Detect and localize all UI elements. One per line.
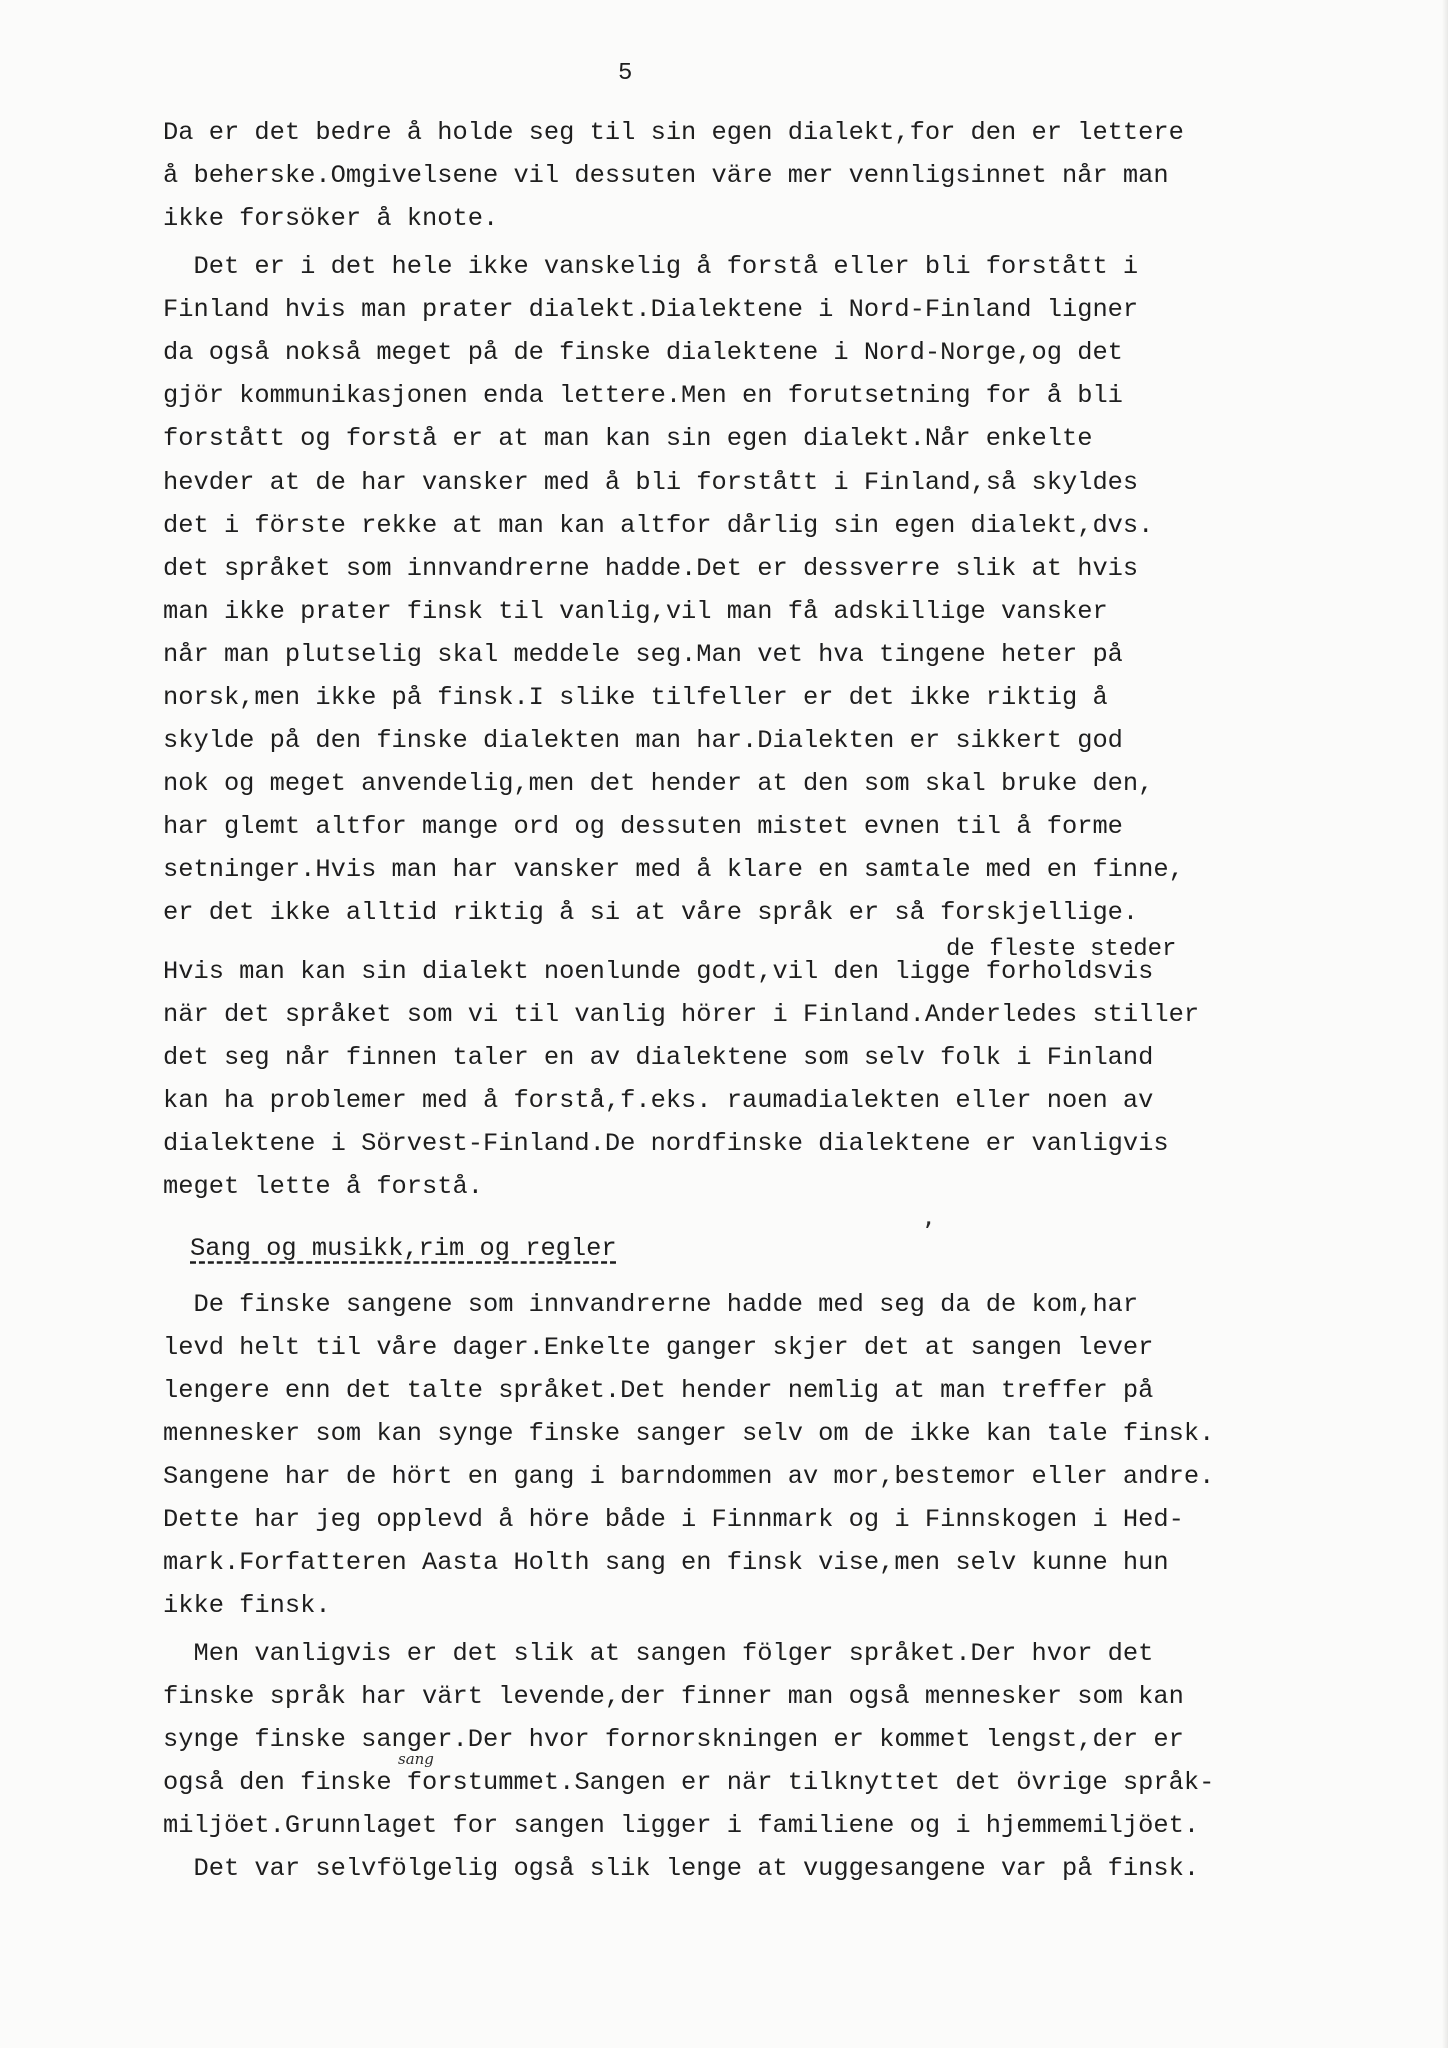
text-line: hevder at de har vansker med å bli forstått i Finland,så skyldes	[163, 468, 1139, 497]
text-line: skylde på den finske dialekten man har.Dialekten er sikkert god	[163, 726, 1123, 755]
text-line: Da er det bedre å holde seg til sin egen dialekt,for den er lettere	[163, 118, 1184, 147]
text-line: Dette har jeg opplevd å höre både i Finnmark og i Finnskogen i Hed-	[163, 1505, 1184, 1534]
text-line: det i förste rekke at man kan altfor dårlig sin egen dialekt,dvs.	[163, 511, 1154, 540]
text-line: dialektene i Sörvest-Finland.De nordfinske dialektene er vanligvis	[163, 1129, 1169, 1158]
text-line: mark.Forfatteren Aasta Holth sang en finsk vise,men selv kunne hun	[163, 1548, 1169, 1577]
stray-pen-mark: ,	[924, 1199, 933, 1232]
text-line: å beherske.Omgivelsene vil dessuten väre mer vennligsinnet når man	[163, 161, 1169, 190]
text-line: mennesker som kan synge finske sanger selv om de ikke kan tale finsk.	[163, 1419, 1215, 1448]
text-line: er det ikke alltid riktig å si at våre språk er så forskjellige.	[163, 898, 1139, 927]
text-line: Men vanligvis er det slik at sangen fölger språket.Der hvor det	[163, 1639, 1154, 1668]
text-line: gjör kommunikasjonen enda lettere.Men en forutsetning for å bli	[163, 381, 1123, 410]
text-line: Det er i det hele ikke vanskelig å forstå eller bli forstått i	[163, 252, 1139, 281]
text-line: synge finske sanger.Der hvor fornorskningen er kommet lengst,der er	[163, 1725, 1184, 1754]
text-line: kan ha problemer med å forstå,f.eks. raumadialekten eller noen av	[163, 1086, 1154, 1115]
text-line: Sangene har de hört en gang i barndommen av mor,bestemor eller andre.	[163, 1462, 1215, 1491]
handwritten-insertion: sang	[398, 1750, 434, 1768]
text-line: da også nokså meget på de finske dialektene i Nord-Norge,og det	[163, 338, 1123, 367]
scan-edge-shadow	[1442, 0, 1448, 2048]
text-line: De finske sangene som innvandrerne hadde med seg da de kom,har	[163, 1290, 1139, 1319]
text-line: nok og meget anvendelig,men det hender at den som skal bruke den,	[163, 769, 1154, 798]
text-line: lengere enn det talte språket.Det hender nemlig at man treffer på	[163, 1376, 1154, 1405]
text-line: finske språk har värt levende,der finner man også mennesker som kan	[163, 1682, 1184, 1711]
text-line: det seg når finnen taler en av dialektene som selv folk i Finland	[163, 1043, 1154, 1072]
text-line: ikke forsöker å knote.	[163, 204, 499, 233]
text-line: när det språket som vi til vanlig hörer i Finland.Anderledes stiller	[163, 1000, 1200, 1029]
text-line: Hvis man kan sin dialekt noenlunde godt,vil den ligge forholdsvis	[163, 957, 1154, 986]
text-line: forstått og forstå er at man kan sin egen dialekt.Når enkelte	[163, 424, 1093, 453]
text-line: også den finske forstummet.Sangen er när tilknyttet det övrige språk-	[163, 1768, 1215, 1797]
text-line: man ikke prater finsk til vanlig,vil man få adskillige vansker	[163, 597, 1108, 626]
section-heading: Sang og musikk,rim og regler	[190, 1234, 617, 1263]
text-line: Det var selvfölgelig også slik lenge at vuggesangene var på finsk.	[163, 1854, 1200, 1883]
text-line: når man plutselig skal meddele seg.Man vet hva tingene heter på	[163, 640, 1123, 669]
text-line: setninger.Hvis man har vansker med å klare en samtale med en finne,	[163, 855, 1184, 884]
text-line: det språket som innvandrerne hadde.Det er dessverre slik at hvis	[163, 554, 1139, 583]
text-line: miljöet.Grunnlaget for sangen ligger i familiene og i hjemmemiljöet.	[163, 1811, 1200, 1840]
typed-insertion: de fleste steder	[946, 936, 1177, 963]
text-line: norsk,men ikke på finsk.I slike tilfeller er det ikke riktig å	[163, 683, 1108, 712]
text-line: ikke finsk.	[163, 1591, 331, 1620]
page-number: 5	[618, 60, 634, 87]
text-line: har glemt altfor mange ord og dessuten mistet evnen til å forme	[163, 812, 1123, 841]
text-line: meget lette å forstå.	[163, 1172, 483, 1201]
text-line: Finland hvis man prater dialekt.Dialektene i Nord-Finland ligner	[163, 295, 1139, 324]
text-line: levd helt til våre dager.Enkelte ganger skjer det at sangen lever	[163, 1333, 1154, 1362]
